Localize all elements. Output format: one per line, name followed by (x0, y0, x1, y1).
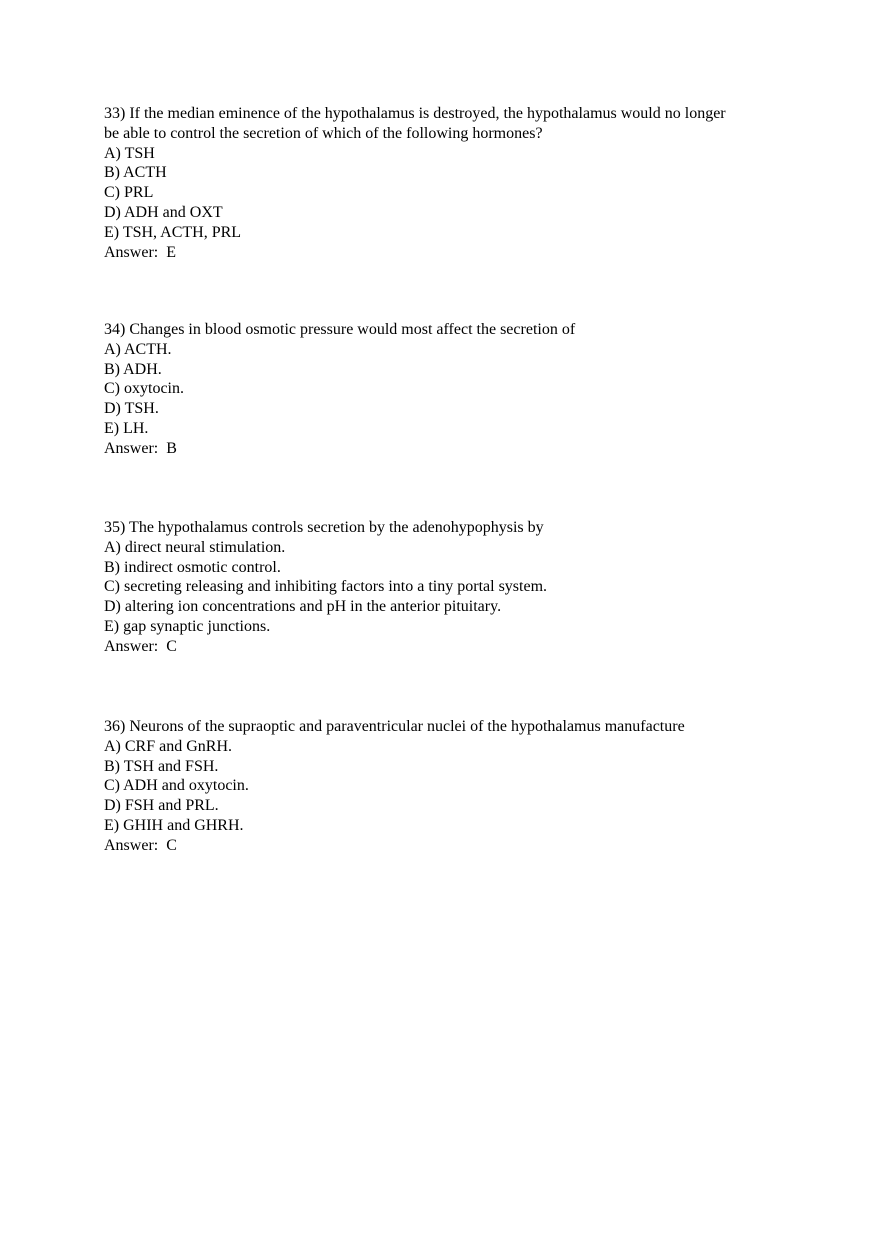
answer-key: Answer: C (104, 637, 177, 655)
question-33 (104, 104, 794, 262)
question-35 (104, 518, 794, 657)
answer-option-a: A) CRF and GnRH. (104, 737, 233, 755)
answer-key: Answer: B (104, 439, 177, 457)
answer-option-b: B) indirect osmotic control. (104, 558, 281, 576)
answer-option-c: C) ADH and oxytocin. (104, 777, 249, 795)
answer-option-b: B) TSH and FSH. (104, 757, 219, 775)
answer-option-b: B) ACTH (104, 164, 167, 182)
answer-option-c: C) secreting releasing and inhibiting factors into a tiny portal system. (104, 578, 548, 596)
answer-key: Answer: C (104, 836, 177, 854)
answer-option-b: B) ADH. (104, 360, 162, 378)
answer-option-a: A) direct neural stimulation. (104, 538, 286, 556)
answer-option-a: A) ACTH. (104, 340, 172, 358)
question-36 (104, 717, 794, 856)
answer-option-e: E) LH. (104, 419, 149, 437)
question-stem-line: be able to control the secretion of which of the following hormones? (104, 124, 543, 142)
answer-option-c: C) PRL (104, 184, 154, 202)
answer-option-e: E) gap synaptic junctions. (104, 617, 271, 635)
answer-option-d: D) ADH and OXT (104, 203, 223, 221)
question-stem-line: 34) Changes in blood osmotic pressure would most affect the secretion of (104, 321, 576, 338)
answer-option-d: D) altering ion concentrations and pH in the anterior pituitary. (104, 598, 502, 616)
question-34 (104, 320, 794, 459)
question-stem-line: 36) Neurons of the supraoptic and paraventricular nuclei of the hypothalamus manufacture (104, 718, 685, 735)
answer-key: Answer: E (104, 243, 176, 261)
answer-option-d: D) FSH and PRL. (104, 797, 219, 815)
answer-option-e: E) TSH, ACTH, PRL (104, 223, 242, 241)
answer-option-d: D) TSH. (104, 400, 159, 418)
answer-option-e: E) GHIH and GHRH. (104, 816, 244, 834)
answer-option-c: C) oxytocin. (104, 380, 184, 398)
question-stem-line: 35) The hypothalamus controls secretion by the adenohypophysis by (104, 519, 544, 536)
answer-option-a: A) TSH (104, 144, 155, 162)
question-stem-line: 33) If the median eminence of the hypothalamus is destroyed, the hypothalamus would no longer (104, 105, 726, 122)
